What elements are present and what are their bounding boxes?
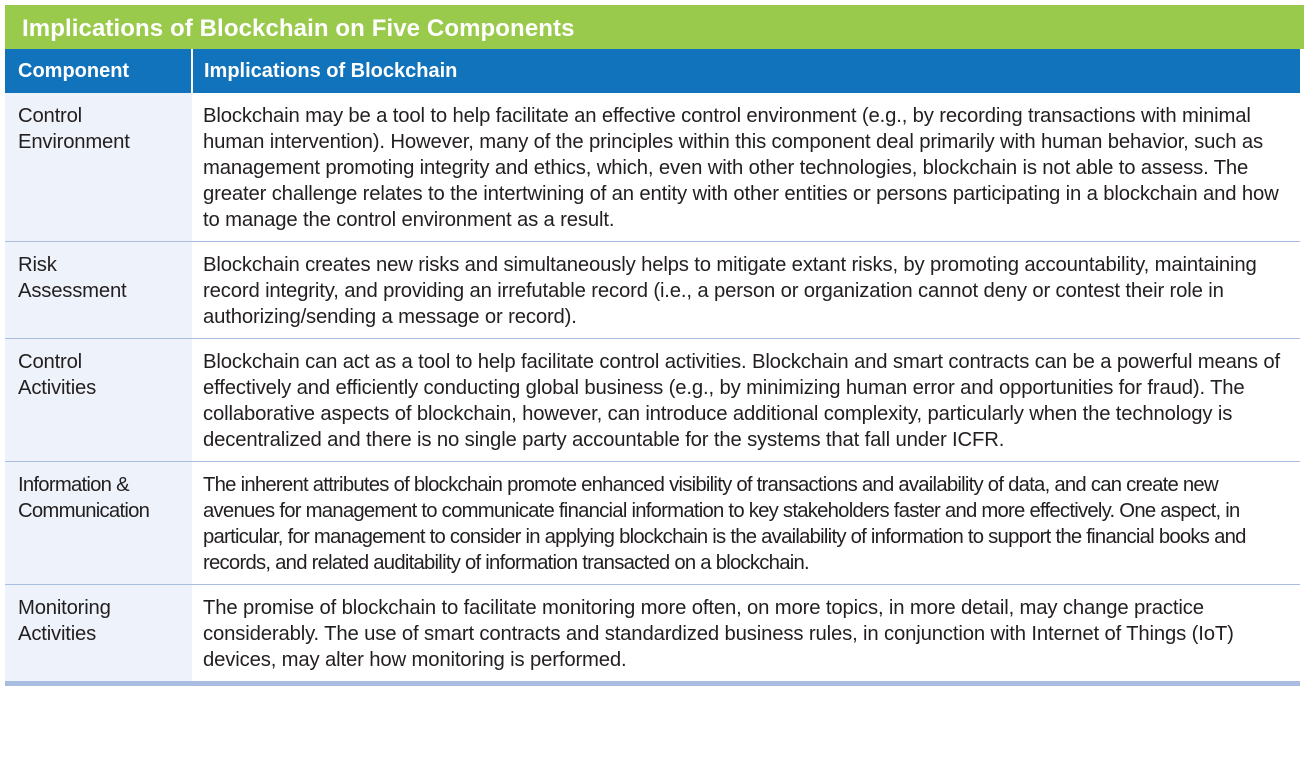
component-cell [5,462,192,585]
table-row-control-environment [5,93,1300,242]
table-row-information-communication [5,462,1300,585]
component-label-line: Activities [18,623,97,645]
table-title: Implications of Blockchain on Five Components [5,5,1304,49]
implications-cell: The inherent attributes of blockchain promote enhanced visibility of transactions and availability of data, and can create new avenues for management to communicate financial information to key stakeholders faster and more effectively. One aspect, in particular, for management to consider in applying blockchain is the availability of information to support the financial books and records, and related auditability of information transacted on a blockchain. [192,462,1300,585]
implications-cell: The promise of blockchain to facilitate monitoring more often, on more topics, in more detail, may change practice considerably. The use of smart contracts and standardized business rules, in conjunction with Internet of Things (IoT) devices, may alter how monitoring is performed. [192,585,1300,684]
table-row-risk-assessment [5,242,1300,339]
component-label-line: Risk [18,254,57,276]
implications-cell: Blockchain can act as a tool to help facilitate control activities. Blockchain and smart contracts can be a powerful means of effectively and efficiently conducting global business (e.g., by minimizing human error and opportunities for fraud). The collaborative aspects of blockchain, however, can introduce additional complexity, particularly when the technology is decentralized and there is no single party accountable for the systems that fall under ICFR. [192,339,1300,462]
column-header-implications: Implications of Blockchain [192,49,1300,93]
component-label-line: Assessment [18,280,127,302]
implications-document [5,5,1304,686]
header-row [5,49,1300,93]
component-label-line: Environment [18,131,130,153]
component-cell [5,339,192,462]
implications-cell: Blockchain creates new risks and simultaneously helps to mitigate extant risks, by promoting accountability, maintaining record integrity, and providing an irrefutable record (i.e., a person or organization cannot deny or contest their role in authorizing/sending a message or record). [192,242,1300,339]
component-label-line: Monitoring [18,597,111,619]
component-label-line: Communication [18,500,150,522]
implications-table [5,49,1300,686]
component-cell [5,242,192,339]
component-cell [5,93,192,242]
table-row-monitoring-activities [5,585,1300,684]
component-cell [5,585,192,684]
component-label-line: Information & [18,474,129,496]
component-label-line: Activities [18,377,97,399]
implications-cell: Blockchain may be a tool to help facilitate an effective control environment (e.g., by recording transactions with minimal human intervention). However, many of the principles within this component deal primarily with human behavior, such as management promoting integrity and ethics, which, even with other technologies, blockchain is not able to assess. The greater challenge relates to the intertwining of an entity with other entities or persons participating in a blockchain and how to manage the control environment as a result. [192,93,1300,242]
component-label-line: Control [18,105,82,127]
column-header-component: Component [5,49,192,93]
table-row-control-activities [5,339,1300,462]
component-label-line: Control [18,351,82,373]
